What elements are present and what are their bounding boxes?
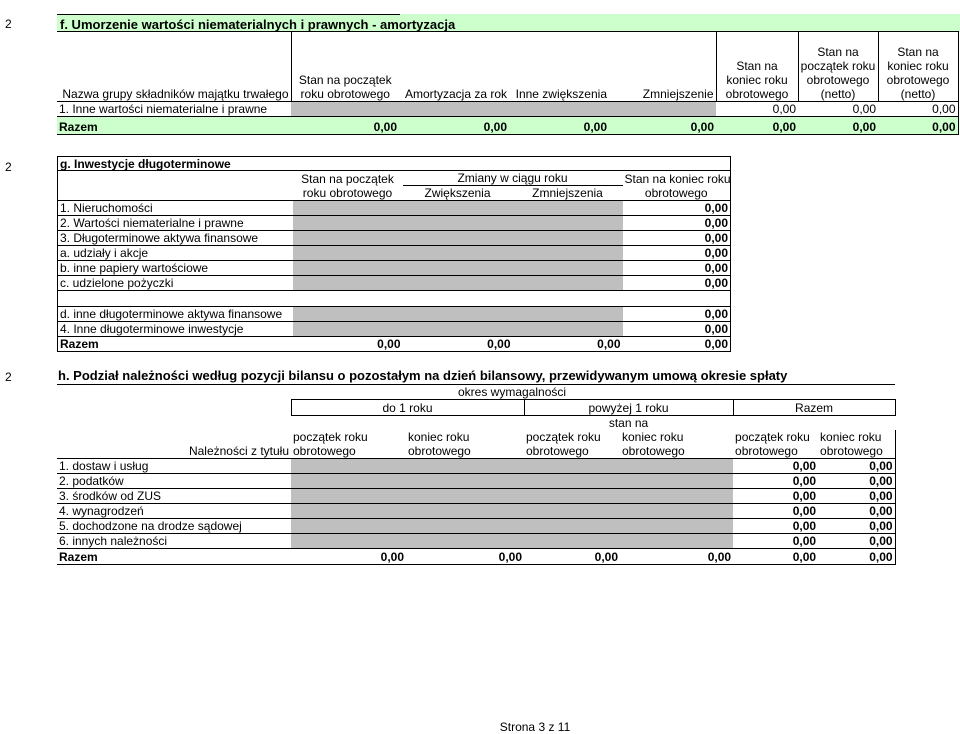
empty-cell: [291, 474, 406, 489]
col-header-amortization: Amortyzacja za rok: [399, 32, 509, 102]
empty-cell: [406, 459, 524, 474]
empty-cell: [293, 201, 403, 216]
col-header-end: Stan na koniec roku obrotowego: [716, 32, 798, 102]
value-cell: 0,00: [716, 102, 798, 117]
table-row: [58, 201, 731, 216]
empty-cell: [513, 261, 623, 276]
empty-cell: [620, 459, 733, 474]
empty-cell: [403, 276, 513, 291]
value-cell: 0,00: [733, 459, 818, 474]
value-cell: 0,00: [733, 519, 818, 534]
total-value: 0,00: [609, 117, 716, 135]
section-h-title: h. Podział należności według pozycji bilansu o pozostałym na dzień bilansowy, przewidywanym umową okresie spłaty: [58, 368, 788, 383]
total-label: Razem: [58, 337, 293, 352]
section-f-top-line: [57, 14, 400, 15]
section-g-title: g. Inwestycje długoterminowe: [60, 157, 231, 171]
table-row: [57, 519, 895, 534]
value-cell: 0,00: [818, 519, 895, 534]
amortization-table: [57, 31, 959, 135]
empty-cell: [291, 504, 406, 519]
row-label: 2. podatków: [57, 474, 291, 489]
page-number: Strona 3 z 11: [499, 720, 571, 734]
row-label: a. udziały i akcje: [58, 246, 293, 261]
total-value: 0,00: [291, 117, 399, 135]
empty-cell: [513, 276, 623, 291]
empty-cell: [524, 474, 620, 489]
empty-cell: [406, 519, 524, 534]
col-header-end-net: Stan na koniec roku obrotowego (netto): [878, 32, 958, 102]
empty-cell: [293, 231, 403, 246]
receivables-table: [57, 384, 896, 565]
empty-cell: [513, 322, 623, 337]
total-label: Razem: [57, 549, 291, 565]
empty-cell: [293, 216, 403, 231]
total-value: 0,00: [291, 549, 406, 565]
header-over1: powyżej 1 roku: [524, 400, 733, 416]
empty-cell: [513, 201, 623, 216]
empty-cell: [524, 519, 620, 534]
empty-cell: [403, 261, 513, 276]
empty-cell: [406, 489, 524, 504]
value-cell: 0,00: [623, 276, 731, 291]
total-value: 0,00: [509, 117, 609, 135]
row-label: 1. Inne wartości niematerialne i prawne: [57, 102, 291, 117]
empty-cell: [620, 474, 733, 489]
value-cell: 0,00: [818, 489, 895, 504]
total-value: 0,00: [403, 337, 513, 352]
value-cell: 0,00: [733, 504, 818, 519]
row-label: 1. Nieruchomości: [58, 201, 293, 216]
empty-cell: [293, 291, 403, 307]
header-period: okres wymagalności: [291, 385, 733, 400]
empty-cell: [403, 246, 513, 261]
title-spacer: [58, 157, 731, 171]
value-cell: 0,00: [623, 322, 731, 337]
empty-cell: [403, 201, 513, 216]
table-row: [58, 276, 731, 291]
row-label: [58, 291, 293, 307]
value-cell: 0,00: [818, 504, 895, 519]
empty-cell: [403, 216, 513, 231]
value-cell: 0,00: [818, 474, 895, 489]
empty-cell: [293, 276, 403, 291]
total-value: 0,00: [798, 117, 878, 135]
value-cell: 0,00: [798, 102, 878, 117]
empty-cell: [620, 534, 733, 549]
col-header-decrease: Zmniejszenie: [609, 32, 716, 102]
total-value: 0,00: [513, 337, 623, 352]
empty-cell: [513, 307, 623, 322]
value-cell: 0,00: [818, 534, 895, 549]
empty-cell: [524, 504, 620, 519]
empty-cell: [406, 534, 524, 549]
total-value: 0,00: [716, 117, 798, 135]
section-g-number: 2: [5, 160, 12, 174]
empty-cell: [291, 534, 406, 549]
row-label: c. udzielone pożyczki: [58, 276, 293, 291]
empty-cell: [620, 489, 733, 504]
empty-cell: [291, 459, 406, 474]
header-increase: Zwiększenia: [403, 186, 513, 201]
table-row: [57, 102, 958, 117]
total-value: 0,00: [620, 549, 733, 565]
empty-cell: [403, 307, 513, 322]
col-header-start: Stan na początek roku obrotowego: [291, 32, 399, 102]
table-row: [57, 474, 895, 489]
empty-cell: [291, 102, 399, 117]
empty-cell: [403, 291, 513, 307]
table-row: [57, 534, 895, 549]
row-label: 6. innych należności: [57, 534, 291, 549]
row-label: 4. Inne długoterminowe inwestycje: [58, 322, 293, 337]
empty-header: [291, 416, 524, 431]
sub-header: koniec roku obrotowego: [818, 430, 895, 459]
row-label: 1. dostaw i usług: [57, 459, 291, 474]
empty-header: [58, 171, 293, 186]
total-value: 0,00: [406, 549, 524, 565]
total-row: [57, 117, 958, 135]
total-value: 0,00: [524, 549, 620, 565]
value-cell: [623, 291, 731, 307]
row-label: 2. Wartości niematerialne i prawne: [58, 216, 293, 231]
table-row: [58, 322, 731, 337]
table-row: [58, 246, 731, 261]
value-cell: 0,00: [623, 307, 731, 322]
total-value: 0,00: [623, 337, 731, 352]
empty-header: [58, 186, 293, 201]
empty-cell: [406, 504, 524, 519]
value-cell: 0,00: [623, 216, 731, 231]
header-end: Stan na koniec roku: [624, 171, 731, 186]
total-label: Razem: [57, 117, 291, 135]
value-cell: 0,00: [623, 201, 731, 216]
row-label: b. inne papiery wartościowe: [58, 261, 293, 276]
empty-cell: [513, 291, 623, 307]
empty-header: [733, 385, 895, 400]
empty-cell: [524, 459, 620, 474]
empty-header: roku obrotowego: [293, 186, 403, 201]
empty-cell: [524, 534, 620, 549]
header-decrease: Zmniejszenia: [513, 186, 623, 201]
col-header-start-net: Stan na początek roku obrotowego (netto): [798, 32, 878, 102]
total-value: 0,00: [733, 549, 818, 565]
col-header-other-increase: Inne zwiększenia: [509, 32, 609, 102]
row-label: 4. wynagrodzeń: [57, 504, 291, 519]
sub-header: koniec roku obrotowego: [620, 430, 733, 459]
table-row: [57, 489, 895, 504]
empty-cell: [293, 261, 403, 276]
sub-header: początek roku obrotowego: [524, 430, 620, 459]
empty-cell: [403, 322, 513, 337]
empty-header: obrotowego: [623, 186, 731, 201]
row-label: 3. Długoterminowe aktywa finansowe: [58, 231, 293, 246]
empty-cell: [293, 322, 403, 337]
sub-header: początek roku obrotowego: [291, 430, 406, 459]
empty-cell: [609, 102, 716, 117]
empty-header: [57, 400, 291, 416]
table-row: [58, 231, 731, 246]
empty-cell: [620, 519, 733, 534]
value-cell: 0,00: [878, 102, 958, 117]
empty-cell: [403, 231, 513, 246]
value-cell: 0,00: [623, 231, 731, 246]
section-h-number: 2: [5, 370, 12, 384]
table-row: [58, 307, 731, 322]
empty-cell: [509, 102, 609, 117]
empty-cell: [406, 474, 524, 489]
table-row: [58, 261, 731, 276]
empty-cell: [293, 246, 403, 261]
value-cell: 0,00: [623, 261, 731, 276]
value-cell: 0,00: [733, 474, 818, 489]
empty-cell: [513, 216, 623, 231]
section-f-title: f. Umorzenie wartości niematerialnych i prawnych - amortyzacja: [60, 17, 456, 32]
total-value: 0,00: [293, 337, 403, 352]
investments-table: [57, 156, 731, 352]
table-row: [57, 459, 895, 474]
header-changes: Zmiany w ciągu roku: [457, 171, 568, 185]
table-row: [58, 216, 731, 231]
header-total: Razem: [733, 400, 895, 416]
section-f-number: 2: [5, 17, 12, 31]
empty-header: [57, 385, 291, 400]
empty-cell: [291, 519, 406, 534]
table-row: [57, 504, 895, 519]
row-label: d. inne długoterminowe aktywa finansowe: [58, 307, 293, 322]
empty-cell: [399, 102, 509, 117]
header-label: Należności z tytułu: [57, 430, 291, 459]
header-upto1: do 1 roku: [291, 400, 524, 416]
value-cell: 0,00: [733, 534, 818, 549]
empty-cell: [513, 246, 623, 261]
header-start: Stan na początek: [301, 171, 394, 186]
empty-header: [733, 416, 895, 431]
empty-cell: [293, 307, 403, 322]
value-cell: 0,00: [733, 489, 818, 504]
table-row: [58, 291, 731, 307]
empty-cell: [524, 489, 620, 504]
total-value: 0,00: [818, 549, 895, 565]
total-value: 0,00: [399, 117, 509, 135]
empty-cell: [513, 231, 623, 246]
col-header-name: Nazwa grupy składników majątku trwałego: [57, 32, 291, 102]
total-value: 0,00: [878, 117, 958, 135]
sub-header: koniec roku obrotowego: [406, 430, 524, 459]
sub-header: początek roku obrotowego: [733, 430, 818, 459]
header-stan: stan na: [608, 416, 649, 430]
value-cell: 0,00: [623, 246, 731, 261]
value-cell: 0,00: [818, 459, 895, 474]
empty-cell: [291, 489, 406, 504]
empty-header: [57, 416, 291, 431]
row-label: 5. dochodzone na drodze sądowej: [57, 519, 291, 534]
empty-cell: [620, 504, 733, 519]
row-label: 3. środków od ZUS: [57, 489, 291, 504]
